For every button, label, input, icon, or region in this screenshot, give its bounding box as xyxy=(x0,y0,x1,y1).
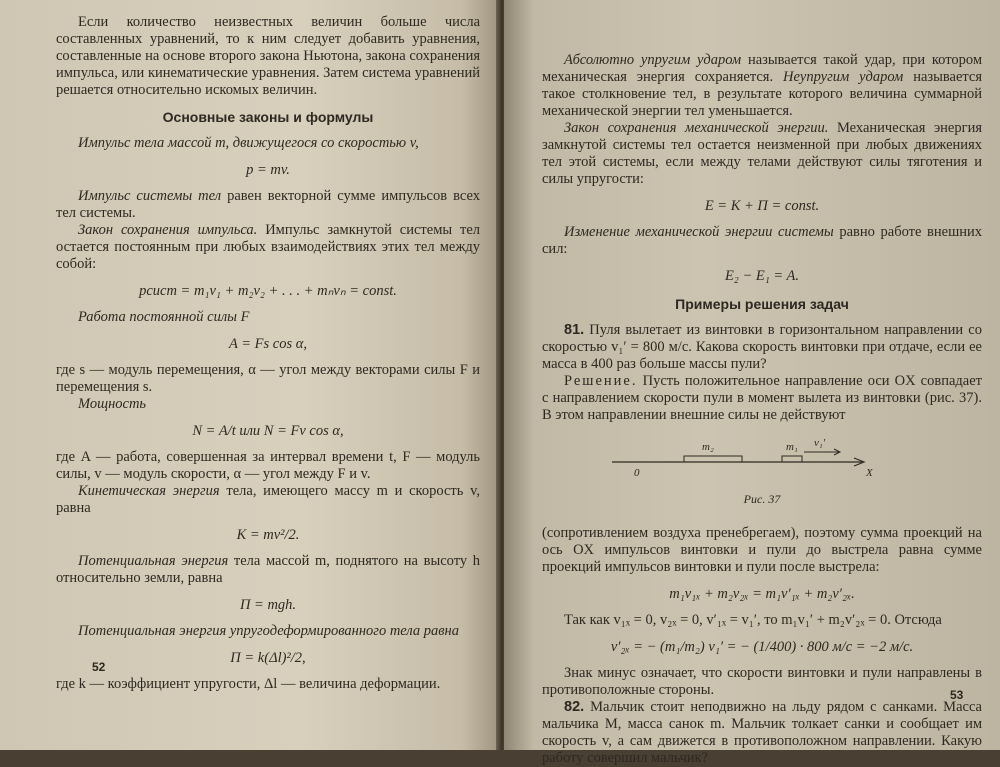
left-page xyxy=(0,0,502,750)
formula-work: A = Fs cos α, xyxy=(229,336,307,352)
problem-82 xyxy=(542,699,982,767)
label-x-axis: X xyxy=(866,467,873,479)
problem-81 xyxy=(542,322,982,373)
work-definition: Работа постоянной силы F xyxy=(78,309,250,325)
elastic-energy-note: где k — коэффициент упругости, Δl — величина деформации. xyxy=(56,676,441,692)
problem-81-text: Пуля вылетает из винтовки в горизонтальном направлении со скоростью v₁′ = 800 м/с. Какова скорость винтовки при отдаче, если ее масса в 400 раз больше массы пули? xyxy=(542,322,982,372)
energy-law-text: Механическая энергия замкнутой системы тел остается неизменной при любых движениях тел этой системы, если между телами действуют силы тяготения и силы упругости: xyxy=(542,120,982,187)
elastic-collision-text: называется такой удар, при котором механическая энергия сохраняется. xyxy=(542,52,982,85)
solution-label: Решение. xyxy=(564,373,638,389)
solution-81-text: Пусть положительное направление оси OX совпадает с направлением скорости пули в момент вылета из винтовки (рис. 37). В этом направлении внешние силы не действуют xyxy=(542,373,982,423)
momentum-definition: Импульс тела массой m, движущегося со скоростью v, xyxy=(78,135,419,151)
formula-kinetic-energy: K = mv²/2. xyxy=(236,527,300,543)
work-note: где s — модуль перемещения, α — угол между векторами силы F и перемещения s. xyxy=(56,362,480,395)
power-note: где A — работа, совершенная за интервал времени t, F — модуль силы, v — модуль скорости, α — угол между F и v. xyxy=(56,449,480,482)
right-page xyxy=(504,0,1000,766)
continuation-paragraph: (сопротивлением воздуха пренебрегаем), поэтому сумма проекций на ось OX импульсов винтовки и пули до выстрела равна сумме проекций импульсов винтовки и пули после выстрела: xyxy=(542,525,982,575)
system-momentum-paragraph xyxy=(56,188,480,222)
formula-power: N = A/t или N = Fv cos α, xyxy=(192,423,344,439)
problem-81-number: 81. xyxy=(564,322,585,338)
formula-total-energy: E = K + П = const. xyxy=(704,198,820,214)
elastic-collision-term: Абсолютно упругим ударом xyxy=(564,52,742,68)
since-paragraph: Так как v₁ₓ = 0, v₂ₓ = 0, v′₁ₓ = v₁′, то m₁v₁′ + m₂v′₂ₓ = 0. Отсюда xyxy=(564,612,942,628)
energy-change-paragraph xyxy=(542,224,982,258)
energy-law-term: Закон сохранения механической энергии. xyxy=(564,120,829,136)
kinetic-energy-term: Кинетическая энергия xyxy=(78,483,220,499)
formula-elastic-energy: П = k(Δl)²/2, xyxy=(230,650,306,666)
system-momentum-text: равен векторной сумме импульсов всех тел системы. xyxy=(56,188,480,221)
kinetic-energy-text: тела, имеющего массу m и скорость v, равна xyxy=(56,483,481,516)
label-m1: m₁ xyxy=(786,441,798,453)
label-m2: m₂ xyxy=(702,441,714,453)
formula-rifle-velocity: v′₂ₓ = − (m₁/m₂) v₁′ = − (1/400) · 800 м/с = −2 м/с. xyxy=(610,639,914,655)
formula-energy-change: E₂ − E₁ = A. xyxy=(724,268,800,284)
elastic-energy-definition: Потенциальная энергия упругодеформированного тела равна xyxy=(78,623,459,639)
rifle-body xyxy=(684,456,742,462)
page-number-left: 52 xyxy=(92,660,106,674)
formula-momentum: p = mv. xyxy=(246,162,290,178)
minus-sign-paragraph: Знак минус означает, что скорости винтовки и пули направлены в противоположные стороны. xyxy=(542,665,982,698)
potential-energy-text: тела массой m, поднятого на высоту h относительно земли, равна xyxy=(56,553,480,586)
section-heading-laws: Основные законы и формулы xyxy=(162,109,374,125)
label-v1: v₁′ xyxy=(814,437,826,449)
formula-system-momentum: pсист = m₁v₁ + m₂v₂ + . . . + mₙvₙ = const. xyxy=(139,283,397,299)
potential-energy-term: Потенциальная энергия xyxy=(78,553,229,569)
inelastic-collision-term: Неупругим ударом xyxy=(782,69,904,85)
conservation-law-text: Импульс замкнутой системы тел остается постоянным при любых взаимодействиях этих тел между собой: xyxy=(56,222,481,272)
label-origin: 0 xyxy=(634,467,640,479)
problem-82-text: Мальчик стоит неподвижно на льду рядом с санками. Масса мальчика M, масса санок m. Мальчик толкает санки и сообщает им скорость v, а сам движется в противоположном направлении. Какую работу совершил мальчик? xyxy=(542,699,982,766)
conservation-law-paragraph xyxy=(56,222,480,273)
intro-paragraph: Если количество неизвестных величин больше числа составленных уравнений, то к ним следует добавить уравнения, составленные на основе второго закона Ньютона, закона сохранения импульса, или кинематические уравнения. Затем система уравнений решается относительно искомых величин. xyxy=(56,14,480,98)
figure-37-diagram xyxy=(542,430,982,490)
formula-momentum-projection: m₁v₁ₓ + m₂v₂ₓ = m₁v′₁ₓ + m₂v′₂ₓ. xyxy=(669,586,855,602)
energy-change-term: Изменение механической энергии системы xyxy=(564,224,834,240)
conservation-law-term: Закон сохранения импульса. xyxy=(78,222,258,238)
problem-82-number: 82. xyxy=(564,699,585,715)
section-heading-examples: Примеры решения задач xyxy=(675,296,849,312)
solution-81 xyxy=(542,373,982,424)
elastic-collision-paragraph xyxy=(542,52,982,120)
energy-change-text: равно работе внешних сил: xyxy=(542,224,982,257)
energy-law-paragraph xyxy=(542,120,982,188)
potential-energy-paragraph xyxy=(56,553,480,587)
page-number-right: 53 xyxy=(950,688,964,702)
figure-37 xyxy=(542,430,982,490)
bullet-body xyxy=(782,456,802,462)
formula-potential-energy: П = mgh. xyxy=(239,597,297,613)
kinetic-energy-paragraph xyxy=(56,483,480,517)
power-label: Мощность xyxy=(78,396,147,412)
figure-caption: Рис. 37 xyxy=(743,492,781,506)
system-momentum-term: Импульс системы тел xyxy=(78,188,222,204)
inelastic-collision-text: называется такое столкновение тел, в результате которого величина суммарной механической энергии тел уменьшается. xyxy=(542,69,983,119)
